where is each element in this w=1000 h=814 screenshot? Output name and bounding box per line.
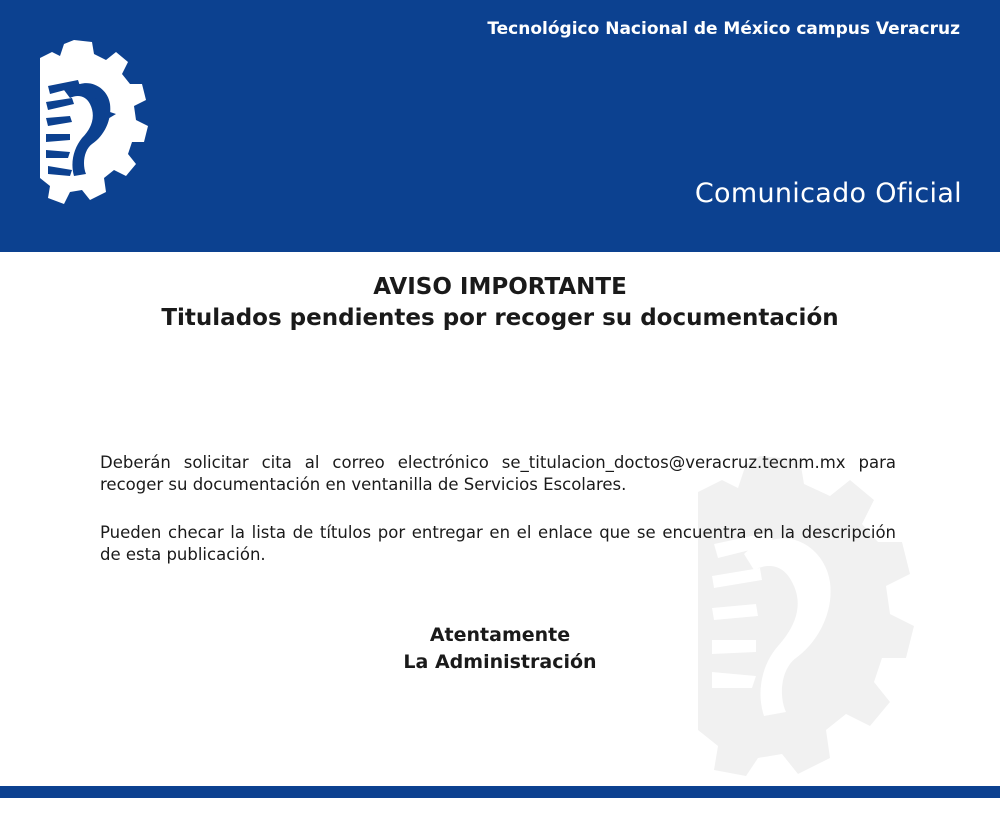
footer-bar — [0, 786, 1000, 798]
header-banner — [0, 0, 1000, 252]
institution-name: Tecnológico Nacional de México campus Veracruz — [487, 19, 960, 39]
watermark-logo-icon — [690, 456, 930, 776]
closing-sender: La Administración — [403, 651, 597, 673]
closing-signature — [0, 622, 1000, 676]
communique-label: Comunicado Oficial — [694, 178, 962, 209]
tecnm-gear-eagle-logo-icon — [34, 40, 158, 212]
notice-title: AVISO IMPORTANTE — [373, 274, 627, 300]
paragraph-appointment: Deberán solicitar cita al correo electrónico se_titulacion_doctos@veracruz.tecnm.mx para recoger su documentación en ventanilla de Servicios Escolares. — [100, 453, 896, 494]
notice-subtitle: Titulados pendientes por recoger su documentación — [161, 305, 839, 331]
notice-heading — [0, 272, 1000, 334]
paragraph-list-link: Pueden checar la lista de títulos por entregar en el enlace que se encuentra en la descripción de esta publicación. — [100, 523, 896, 564]
closing-greeting: Atentamente — [429, 624, 571, 646]
